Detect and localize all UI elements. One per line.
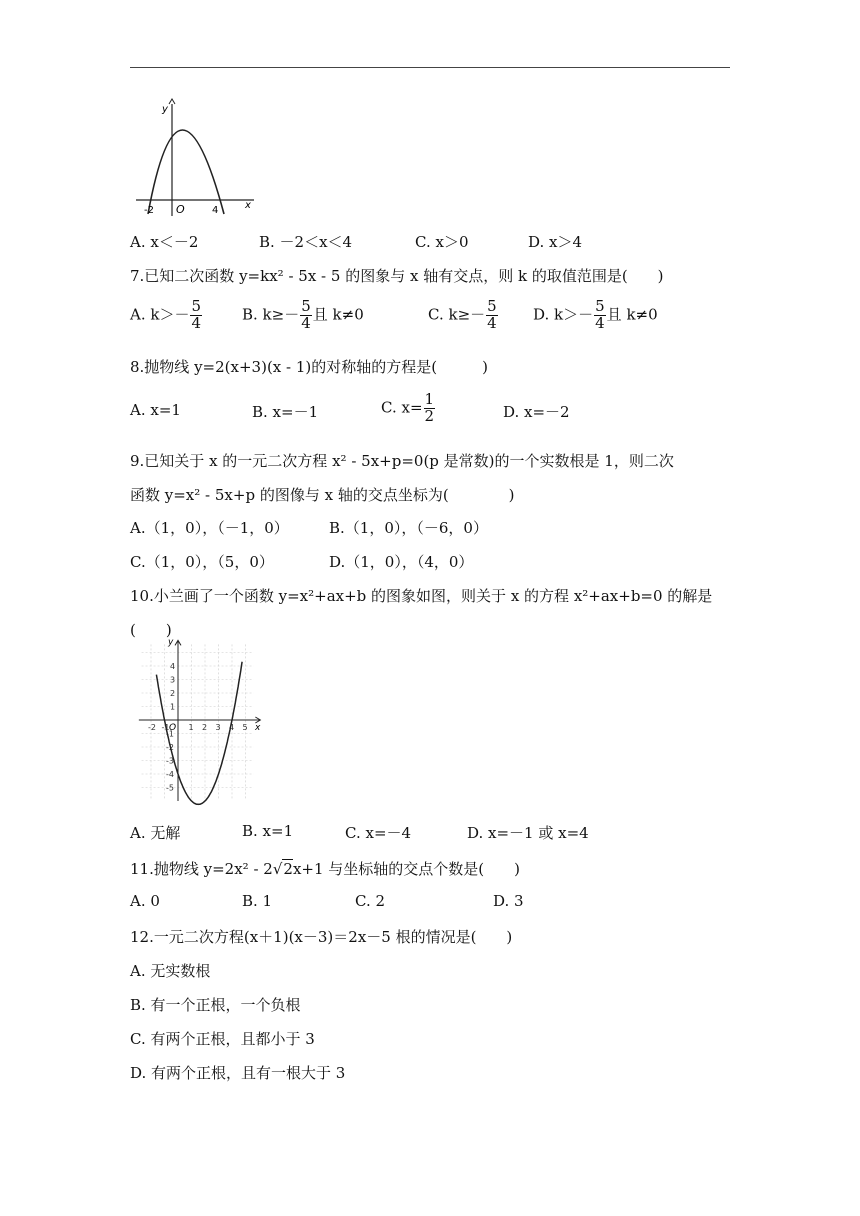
q11-option-c: C. 2 (355, 892, 386, 910)
x-tick-label: 1 (188, 723, 194, 732)
x-tick-label: -1 (161, 723, 170, 732)
q6-tick-left: -2 (144, 205, 154, 216)
y-tick-label: -1 (166, 729, 174, 739)
q10-line1: 10.小兰画了一个函数 y=x²+ax+b 的图象如图，则关于 x 的方程 x²+ax+b=0 的解是 (130, 587, 713, 605)
q8-option-b: B. x=－1 (252, 403, 319, 421)
q6-x-label: x (245, 200, 251, 211)
q8-stem: 8.抛物线 y=2(x+3)(x - 1)的对称轴的方程是( ) (130, 358, 488, 376)
q9-option-c: C.（1，0），（5，0） (130, 553, 274, 571)
q10-line2: ( ) (130, 621, 172, 639)
origin-label: O (169, 723, 177, 733)
q6-option-b: B. －2＜x＜4 (259, 233, 353, 251)
q10-option-d: D. x=－1 或 x=4 (467, 824, 589, 842)
x-tick-label: 5 (242, 723, 248, 732)
y-tick-label: -5 (166, 783, 174, 793)
y-tick-label: 1 (170, 702, 176, 712)
q6-origin: O (176, 203, 185, 216)
header-rule (130, 67, 730, 68)
q9-option-d: D.（1，0），（4，0） (329, 553, 474, 571)
q9-option-b: B.（1，0），（－6，0） (329, 519, 488, 537)
q11-option-a: A. 0 (130, 892, 160, 910)
q8-option-d: D. x=－2 (503, 403, 570, 421)
y-tick-label: -3 (166, 756, 174, 766)
q12-option-a: A. 无实数根 (130, 962, 211, 980)
q6-option-d: D. x＞4 (528, 233, 583, 251)
q8-option-a: A. x=1 (130, 401, 181, 419)
y-tick-label: -2 (166, 743, 174, 752)
y-axis-label: y (168, 637, 174, 648)
y-tick-label: 4 (170, 662, 176, 671)
x-tick-label: 4 (229, 723, 235, 732)
q10-option-a: A. 无解 (130, 824, 181, 842)
q12-option-b: B. 有一个正根，一个负根 (130, 996, 301, 1014)
q9-line2: 函数 y=x² - 5x+p 的图像与 x 轴的交点坐标为( ) (130, 486, 515, 504)
q11-option-d: D. 3 (493, 892, 524, 910)
q6-tick-right: 4 (212, 205, 219, 216)
q11-option-b: B. 1 (242, 892, 273, 910)
q11-stem: 11.抛物线 y=2x² - 2√2x+1 与坐标轴的交点个数是( ) (130, 860, 520, 878)
x-tick-label: 3 (215, 723, 221, 732)
q7-option-c: C. k≥－ $\frac{5}{4}$ (428, 297, 497, 332)
q7-stem: 7.已知二次函数 y=kx² - 5x - 5 的图象与 x 轴有交点，则 k 的取值范围是( ) (130, 267, 664, 285)
q12-stem: 12.一元二次方程(x＋1)(x－3)＝2x－5 根的情况是( ) (130, 928, 513, 946)
q7-option-a: A. k＞－ $\frac{5}{4}$ (130, 297, 202, 332)
x-tick-label: -2 (148, 723, 156, 732)
q6-option-c: C. x＞0 (415, 233, 469, 251)
q7-option-b: B. k≥－ $\frac{5}{4}$ 且 k≠0 (242, 297, 364, 332)
y-tick-label: -4 (166, 770, 174, 779)
q12-option-d: D. 有两个正根，且有一根大于 3 (130, 1064, 346, 1082)
q9-option-a: A.（1，0），（－1，0） (130, 519, 289, 537)
x-tick-label: 2 (202, 723, 208, 732)
q10-option-c: C. x=－4 (345, 824, 412, 842)
q7-option-d: D. k＞－ $\frac{5}{4}$ 且 k≠0 (533, 297, 658, 332)
q6-option-a: A. x＜－2 (130, 233, 199, 251)
q6-y-label: y (162, 104, 168, 115)
y-tick-label: 3 (170, 675, 176, 685)
q8-option-c: C. x= $\frac{1}{2}$ (381, 390, 435, 425)
x-axis-label: x (254, 723, 261, 733)
q10-parabola-graph (132, 637, 290, 806)
y-tick-label: 2 (170, 689, 176, 698)
q9-line1: 9.已知关于 x 的一元二次方程 x² - 5x+p=0(p 是常数)的一个实数根是 1，则二次 (130, 452, 674, 470)
q12-option-c: C. 有两个正根，且都小于 3 (130, 1030, 315, 1048)
q6-parabola-graph (132, 98, 258, 218)
q10-option-b: B. x=1 (242, 822, 294, 840)
